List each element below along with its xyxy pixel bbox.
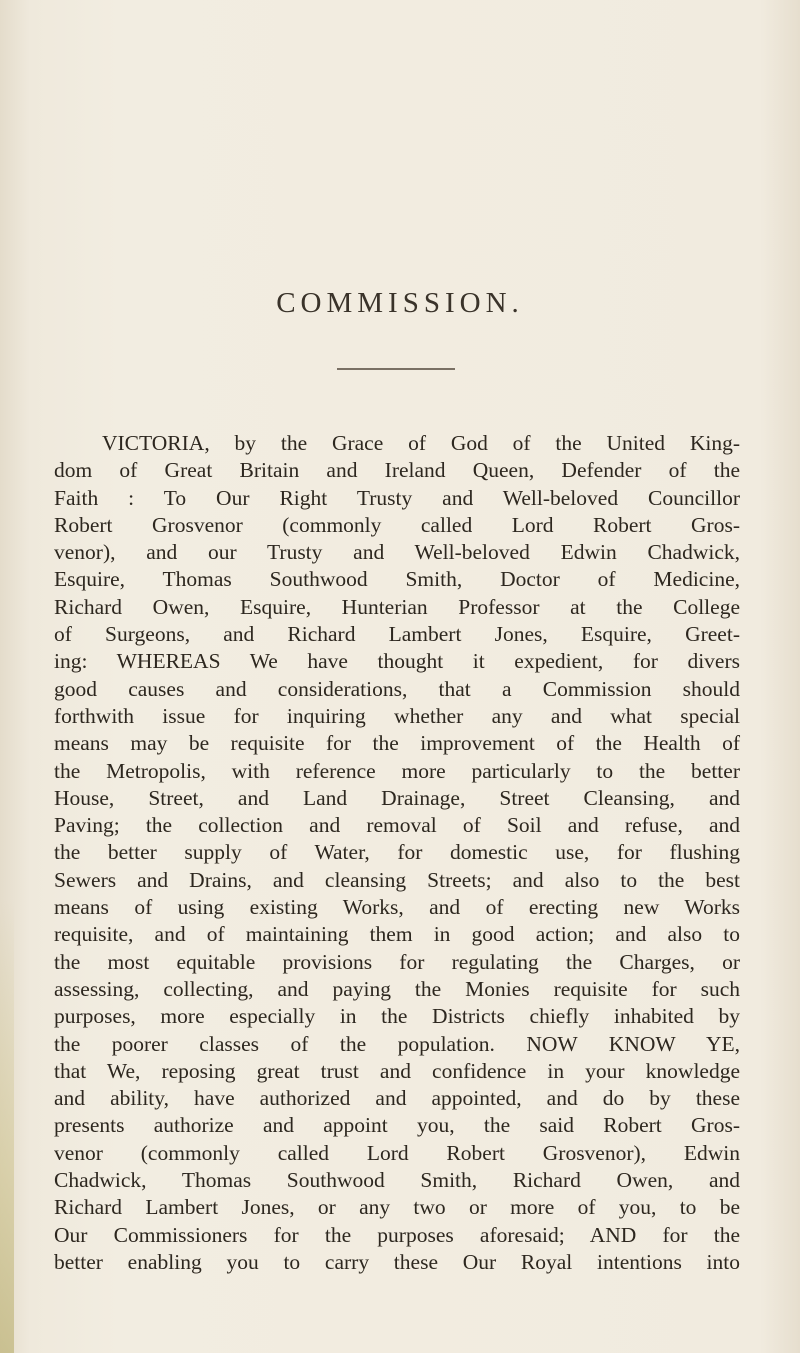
text-line: venor), and our Trusty and Well-beloved Edwin Chadwick, [54, 540, 740, 565]
text-line: that We, reposing great trust and confidence in your knowledge [54, 1058, 740, 1083]
text-line: presents authorize and appoint you, the said Robert Gros- [54, 1113, 740, 1138]
text-line: good causes and considerations, that a Commission should [54, 676, 740, 701]
text-line: forthwith issue for inquiring whether any and what special [54, 703, 740, 728]
text-line: requisite, and of maintaining them in good action; and also to [54, 922, 740, 947]
text-line: Our Commissioners for the purposes aforesaid; AND for the [54, 1222, 740, 1247]
text-line: Chadwick, Thomas Southwood Smith, Richard Owen, and [54, 1168, 740, 1193]
text-line: VICTORIA, by the Grace of God of the United King- [102, 431, 740, 455]
text-line: the better supply of Water, for domestic use, for flushing [54, 840, 740, 865]
page-edge-stain [0, 900, 14, 1353]
text-line: the poorer classes of the population. NOW KNOW YE, [54, 1031, 740, 1056]
text-line: of Surgeons, and Richard Lambert Jones, Esquire, Greet- [54, 622, 740, 647]
page-title: COMMISSION. [276, 287, 524, 319]
text-line: ing: WHEREAS We have thought it expedient, for divers [54, 649, 740, 674]
text-line: Robert Grosvenor (commonly called Lord Robert Gros- [54, 512, 740, 537]
text-line: venor (commonly called Lord Robert Grosvenor), Edwin [54, 1140, 740, 1165]
text-line: better enabling you to carry these Our Royal intentions into [54, 1249, 740, 1274]
text-line: and ability, have authorized and appointed, and do by these [54, 1086, 740, 1111]
text-line: dom of Great Britain and Ireland Queen, Defender of the [54, 458, 740, 483]
commission-text [54, 430, 740, 1276]
text-line: House, Street, and Land Drainage, Street Cleansing, and [54, 785, 740, 810]
text-line: Faith : To Our Right Trusty and Well-beloved Councillor [54, 485, 740, 510]
text-line: Sewers and Drains, and cleansing Streets; and also to the best [54, 867, 740, 892]
text-line: Richard Owen, Esquire, Hunterian Professor at the College [54, 594, 740, 619]
text-line: Esquire, Thomas Southwood Smith, Doctor of Medicine, [54, 567, 740, 592]
title-rule [337, 368, 455, 370]
text-line: the most equitable provisions for regulating the Charges, or [54, 949, 740, 974]
text-line: assessing, collecting, and paying the Monies requisite for such [54, 976, 740, 1001]
text-line: Richard Lambert Jones, or any two or more of you, to be [54, 1195, 740, 1220]
text-line: means of using existing Works, and of erecting new Works [54, 895, 740, 920]
text-line: the Metropolis, with reference more particularly to the better [54, 758, 740, 783]
text-line: purposes, more especially in the Districts chiefly inhabited by [54, 1004, 740, 1029]
text-line: means may be requisite for the improvement of the Health of [54, 731, 740, 756]
text-line: Paving; the collection and removal of Soil and refuse, and [54, 813, 740, 838]
